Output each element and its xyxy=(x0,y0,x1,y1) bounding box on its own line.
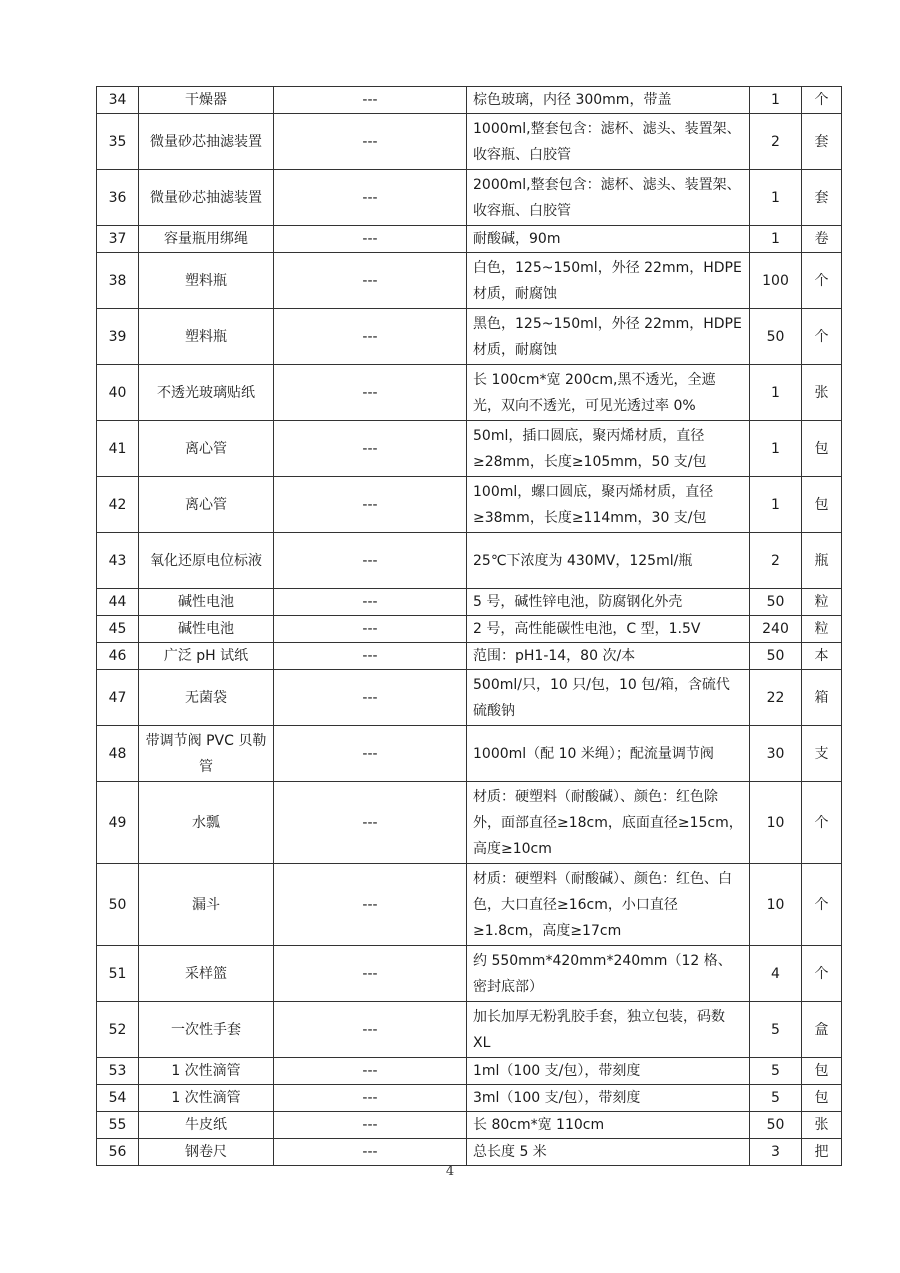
table-row xyxy=(97,726,842,782)
item-unit: 瓶 xyxy=(802,533,842,589)
item-name: 离心管 xyxy=(139,421,274,477)
item-spec: --- xyxy=(274,477,467,533)
item-name: 无菌袋 xyxy=(139,670,274,726)
item-name: 1 次性滴管 xyxy=(139,1085,274,1112)
item-unit: 把 xyxy=(802,1139,842,1166)
item-name: 微量砂芯抽滤装置 xyxy=(139,170,274,226)
item-number: 39 xyxy=(97,309,139,365)
item-spec: --- xyxy=(274,782,467,864)
item-description: 50ml，插口圆底，聚丙烯材质，直径≥28mm，长度≥105mm，50 支/包 xyxy=(467,421,750,477)
item-unit: 个 xyxy=(802,309,842,365)
item-description: 3ml（100 支/包），带刻度 xyxy=(467,1085,750,1112)
item-number: 55 xyxy=(97,1112,139,1139)
item-number: 38 xyxy=(97,253,139,309)
item-name: 漏斗 xyxy=(139,864,274,946)
item-spec: --- xyxy=(274,365,467,421)
item-spec: --- xyxy=(274,616,467,643)
item-name: 采样篮 xyxy=(139,946,274,1002)
item-name: 一次性手套 xyxy=(139,1002,274,1058)
item-unit: 包 xyxy=(802,421,842,477)
item-description: 500ml/只，10 只/包，10 包/箱，含硫代硫酸钠 xyxy=(467,670,750,726)
item-unit: 个 xyxy=(802,782,842,864)
item-quantity: 50 xyxy=(750,309,802,365)
item-number: 54 xyxy=(97,1085,139,1112)
item-name: 水瓢 xyxy=(139,782,274,864)
item-description: 100ml，螺口圆底，聚丙烯材质，直径≥38mm，长度≥114mm，30 支/包 xyxy=(467,477,750,533)
item-spec: --- xyxy=(274,864,467,946)
item-spec: --- xyxy=(274,726,467,782)
item-number: 49 xyxy=(97,782,139,864)
item-name: 1 次性滴管 xyxy=(139,1058,274,1085)
item-quantity: 240 xyxy=(750,616,802,643)
item-number: 48 xyxy=(97,726,139,782)
item-number: 56 xyxy=(97,1139,139,1166)
item-unit: 粒 xyxy=(802,616,842,643)
page-number: 4 xyxy=(445,1164,455,1179)
item-name: 离心管 xyxy=(139,477,274,533)
item-description: 1ml（100 支/包），带刻度 xyxy=(467,1058,750,1085)
table-row xyxy=(97,670,842,726)
item-unit: 个 xyxy=(802,946,842,1002)
item-number: 50 xyxy=(97,864,139,946)
item-number: 52 xyxy=(97,1002,139,1058)
item-spec: --- xyxy=(274,253,467,309)
item-quantity: 30 xyxy=(750,726,802,782)
item-number: 44 xyxy=(97,589,139,616)
item-name: 牛皮纸 xyxy=(139,1112,274,1139)
item-number: 47 xyxy=(97,670,139,726)
item-unit: 个 xyxy=(802,87,842,114)
item-spec: --- xyxy=(274,226,467,253)
table-row xyxy=(97,87,842,114)
table-row xyxy=(97,253,842,309)
table-row xyxy=(97,782,842,864)
table-row xyxy=(97,616,842,643)
item-quantity: 22 xyxy=(750,670,802,726)
table-row xyxy=(97,589,842,616)
item-name: 塑料瓶 xyxy=(139,253,274,309)
item-name: 塑料瓶 xyxy=(139,309,274,365)
item-unit: 套 xyxy=(802,114,842,170)
items-table-body xyxy=(97,87,842,1166)
item-number: 51 xyxy=(97,946,139,1002)
item-unit: 粒 xyxy=(802,589,842,616)
items-table xyxy=(96,86,842,1166)
item-quantity: 100 xyxy=(750,253,802,309)
item-quantity: 10 xyxy=(750,864,802,946)
item-number: 53 xyxy=(97,1058,139,1085)
item-number: 45 xyxy=(97,616,139,643)
item-unit: 张 xyxy=(802,1112,842,1139)
item-quantity: 1 xyxy=(750,170,802,226)
item-quantity: 5 xyxy=(750,1058,802,1085)
item-name: 广泛 pH 试纸 xyxy=(139,643,274,670)
item-name: 碱性电池 xyxy=(139,616,274,643)
item-quantity: 2 xyxy=(750,114,802,170)
item-quantity: 1 xyxy=(750,226,802,253)
item-spec: --- xyxy=(274,946,467,1002)
item-name: 微量砂芯抽滤装置 xyxy=(139,114,274,170)
table-row xyxy=(97,946,842,1002)
item-description: 黑色，125~150ml，外径 22mm，HDPE 材质，耐腐蚀 xyxy=(467,309,750,365)
item-description: 材质：硬塑料（耐酸碱）、颜色：红色、白色，大口直径≥16cm，小口直径≥1.8cm，高度≥17cm xyxy=(467,864,750,946)
item-quantity: 5 xyxy=(750,1002,802,1058)
item-description: 长 80cm*宽 110cm xyxy=(467,1112,750,1139)
item-spec: --- xyxy=(274,421,467,477)
item-quantity: 4 xyxy=(750,946,802,1002)
item-description: 1000ml（配 10 米绳）；配流量调节阀 xyxy=(467,726,750,782)
item-number: 42 xyxy=(97,477,139,533)
item-quantity: 3 xyxy=(750,1139,802,1166)
item-spec: --- xyxy=(274,670,467,726)
item-spec: --- xyxy=(274,1085,467,1112)
item-number: 36 xyxy=(97,170,139,226)
items-table-container xyxy=(96,86,841,1166)
item-quantity: 1 xyxy=(750,87,802,114)
item-description: 总长度 5 米 xyxy=(467,1139,750,1166)
item-spec: --- xyxy=(274,1058,467,1085)
item-spec: --- xyxy=(274,170,467,226)
table-row xyxy=(97,1085,842,1112)
item-number: 40 xyxy=(97,365,139,421)
table-row xyxy=(97,365,842,421)
item-unit: 箱 xyxy=(802,670,842,726)
item-name: 带调节阀 PVC 贝勒管 xyxy=(139,726,274,782)
item-number: 35 xyxy=(97,114,139,170)
item-quantity: 2 xyxy=(750,533,802,589)
item-spec: --- xyxy=(274,87,467,114)
item-spec: --- xyxy=(274,589,467,616)
table-row xyxy=(97,1002,842,1058)
item-description: 1000ml,整套包含：滤杯、滤头、装置架、收容瓶、白胶管 xyxy=(467,114,750,170)
item-name: 氧化还原电位标液 xyxy=(139,533,274,589)
table-row xyxy=(97,477,842,533)
item-name: 干燥器 xyxy=(139,87,274,114)
item-description: 白色，125~150ml，外径 22mm，HDPE 材质，耐腐蚀 xyxy=(467,253,750,309)
item-unit: 本 xyxy=(802,643,842,670)
item-unit: 包 xyxy=(802,1058,842,1085)
item-name: 钢卷尺 xyxy=(139,1139,274,1166)
item-name: 碱性电池 xyxy=(139,589,274,616)
item-unit: 张 xyxy=(802,365,842,421)
item-quantity: 1 xyxy=(750,365,802,421)
table-row xyxy=(97,1112,842,1139)
item-unit: 支 xyxy=(802,726,842,782)
item-number: 37 xyxy=(97,226,139,253)
item-description: 棕色玻璃，内径 300mm，带盖 xyxy=(467,87,750,114)
item-number: 41 xyxy=(97,421,139,477)
item-spec: --- xyxy=(274,643,467,670)
item-spec: --- xyxy=(274,1139,467,1166)
item-spec: --- xyxy=(274,1002,467,1058)
item-quantity: 10 xyxy=(750,782,802,864)
item-unit: 套 xyxy=(802,170,842,226)
item-quantity: 50 xyxy=(750,643,802,670)
item-quantity: 5 xyxy=(750,1085,802,1112)
table-row xyxy=(97,533,842,589)
item-spec: --- xyxy=(274,1112,467,1139)
table-row xyxy=(97,226,842,253)
item-unit: 盒 xyxy=(802,1002,842,1058)
table-row xyxy=(97,1139,842,1166)
item-description: 耐酸碱，90m xyxy=(467,226,750,253)
item-description: 约 550mm*420mm*240mm（12 格、密封底部） xyxy=(467,946,750,1002)
table-row xyxy=(97,114,842,170)
item-number: 43 xyxy=(97,533,139,589)
table-row xyxy=(97,643,842,670)
item-number: 34 xyxy=(97,87,139,114)
item-spec: --- xyxy=(274,309,467,365)
item-description: 2000ml,整套包含：滤杯、滤头、装置架、收容瓶、白胶管 xyxy=(467,170,750,226)
item-unit: 个 xyxy=(802,864,842,946)
item-name: 不透光玻璃贴纸 xyxy=(139,365,274,421)
item-description: 材质：硬塑料（耐酸碱）、颜色：红色除外，面部直径≥18cm，底面直径≥15cm，高度≥10cm xyxy=(467,782,750,864)
item-quantity: 1 xyxy=(750,477,802,533)
item-description: 2 号，高性能碳性电池，C 型，1.5V xyxy=(467,616,750,643)
item-unit: 个 xyxy=(802,253,842,309)
item-number: 46 xyxy=(97,643,139,670)
table-row xyxy=(97,1058,842,1085)
table-row xyxy=(97,421,842,477)
item-description: 加长加厚无粉乳胶手套，独立包装，码数 XL xyxy=(467,1002,750,1058)
item-unit: 卷 xyxy=(802,226,842,253)
item-unit: 包 xyxy=(802,1085,842,1112)
item-description: 长 100cm*宽 200cm,黑不透光，全遮光，双向不透光，可见光透过率 0% xyxy=(467,365,750,421)
item-spec: --- xyxy=(274,114,467,170)
item-spec: --- xyxy=(274,533,467,589)
item-description: 25℃下浓度为 430MV，125ml/瓶 xyxy=(467,533,750,589)
item-quantity: 50 xyxy=(750,589,802,616)
table-row xyxy=(97,309,842,365)
item-unit: 包 xyxy=(802,477,842,533)
item-description: 5 号，碱性锌电池，防腐钢化外壳 xyxy=(467,589,750,616)
item-name: 容量瓶用绑绳 xyxy=(139,226,274,253)
item-quantity: 1 xyxy=(750,421,802,477)
table-row xyxy=(97,170,842,226)
table-row xyxy=(97,864,842,946)
item-quantity: 50 xyxy=(750,1112,802,1139)
item-description: 范围：pH1-14，80 次/本 xyxy=(467,643,750,670)
